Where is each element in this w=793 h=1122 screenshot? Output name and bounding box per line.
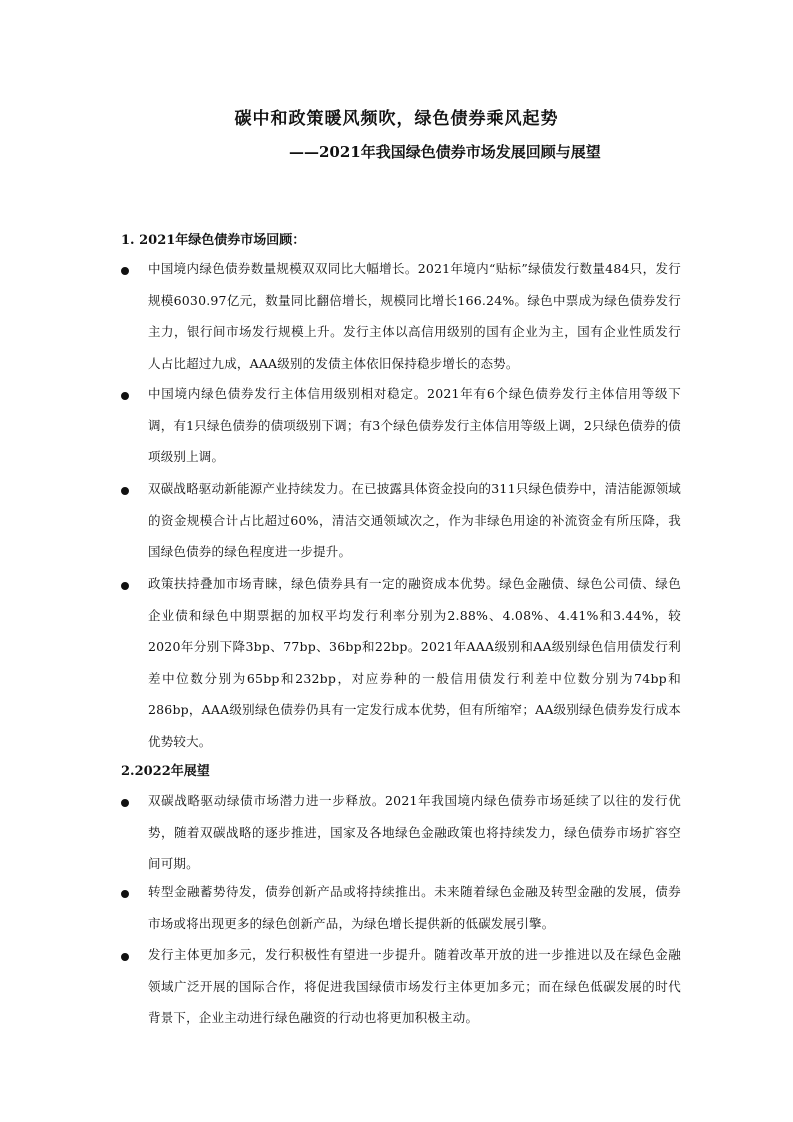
- bullet-text: 政策扶持叠加市场青睐，绿色债券具有一定的融资成本优势。绿色金融债、绿色公司债、绿色企业债和绿色中期票据的加权平均发行利率分别为2.88%、4.08%、4.41%和3.44%，较2020年分别下降3bp、77bp、36bp和22bp。2021年AAA级别和AA级别绿色信用债发行利差中位数分别为65bp和232bp，对应券种的一般信用债发行利差中位数分别为74bp和286bp，AAA级别绿色债券仍具有一定发行成本优势，但有所缩窄；AA级别绿色债券发行成本优势较大。: [148, 576, 681, 749]
- document-title: 碳中和政策暖风频吹，绿色债券乘风起势: [234, 109, 559, 129]
- bullet-item: [121, 884, 681, 947]
- bullet-text: 转型金融蓄势待发，债券创新产品或将持续推出。未来随着绿色金融及转型金融的发展，债券市场或将出现更多的绿色创新产品，为绿色增长提供新的低碳发展引擎。: [148, 884, 681, 931]
- bullet-item: [121, 793, 681, 888]
- bullet-text: 中国境内绿色债券发行主体信用级别相对稳定。2021年有6个绿色债券发行主体信用等级下调，有1只绿色债券的债项级别下调；有3个绿色债券发行主体信用等级上调，2只绿色债券的债项级别上调。: [148, 386, 681, 464]
- bullet-item: [121, 386, 681, 481]
- section-heading-review: 1. 2021年绿色债券市场回顾：: [121, 233, 306, 248]
- bullet-item: [121, 481, 681, 576]
- bullet-text: 双碳战略驱动绿债市场潜力进一步释放。2021年我国境内绿色债券市场延续了以往的发行优势，随着双碳战略的逐步推进，国家及各地绿色金融政策也将持续发力，绿色债券市场扩容空间可期。: [148, 793, 681, 871]
- bullet-item: [121, 947, 681, 1042]
- bullet-text: 中国境内绿色债券数量规模双双同比大幅增长。2021年境内“贴标”绿债发行数量484只，发行规模6030.97亿元，数量同比翻倍增长，规模同比增长166.24%。绿色中票成为绿色债券发行主力，银行间市场发行规模上升。发行主体以高信用级别的国有企业为主，国有企业性质发行人占比超过九成，AAA级别的发债主体依旧保持稳步增长的态势。: [148, 261, 681, 371]
- bullet-text: 发行主体更加多元，发行积极性有望进一步提升。随着改革开放的进一步推进以及在绿色金融领域广泛开展的国际合作，将促进我国绿债市场发行主体更加多元；而在绿色低碳发展的时代背景下，企业主动进行绿色融资的行动也将更加积极主动。: [148, 947, 681, 1025]
- document-subtitle: ——2021年我国绿色债券市场发展回顾与展望: [289, 143, 601, 161]
- bullet-text: 双碳战略驱动新能源产业持续发力。在已披露具体资金投向的311只绿色债券中，清洁能源领域的资金规模合计占比超过60%，清洁交通领域次之，作为非绿色用途的补流资金有所压降，我国绿色债券的绿色程度进一步提升。: [148, 481, 681, 559]
- bullet-item: [121, 576, 681, 765]
- bullet-item: [121, 261, 681, 387]
- section-heading-outlook: 2.2022年展望: [121, 764, 210, 779]
